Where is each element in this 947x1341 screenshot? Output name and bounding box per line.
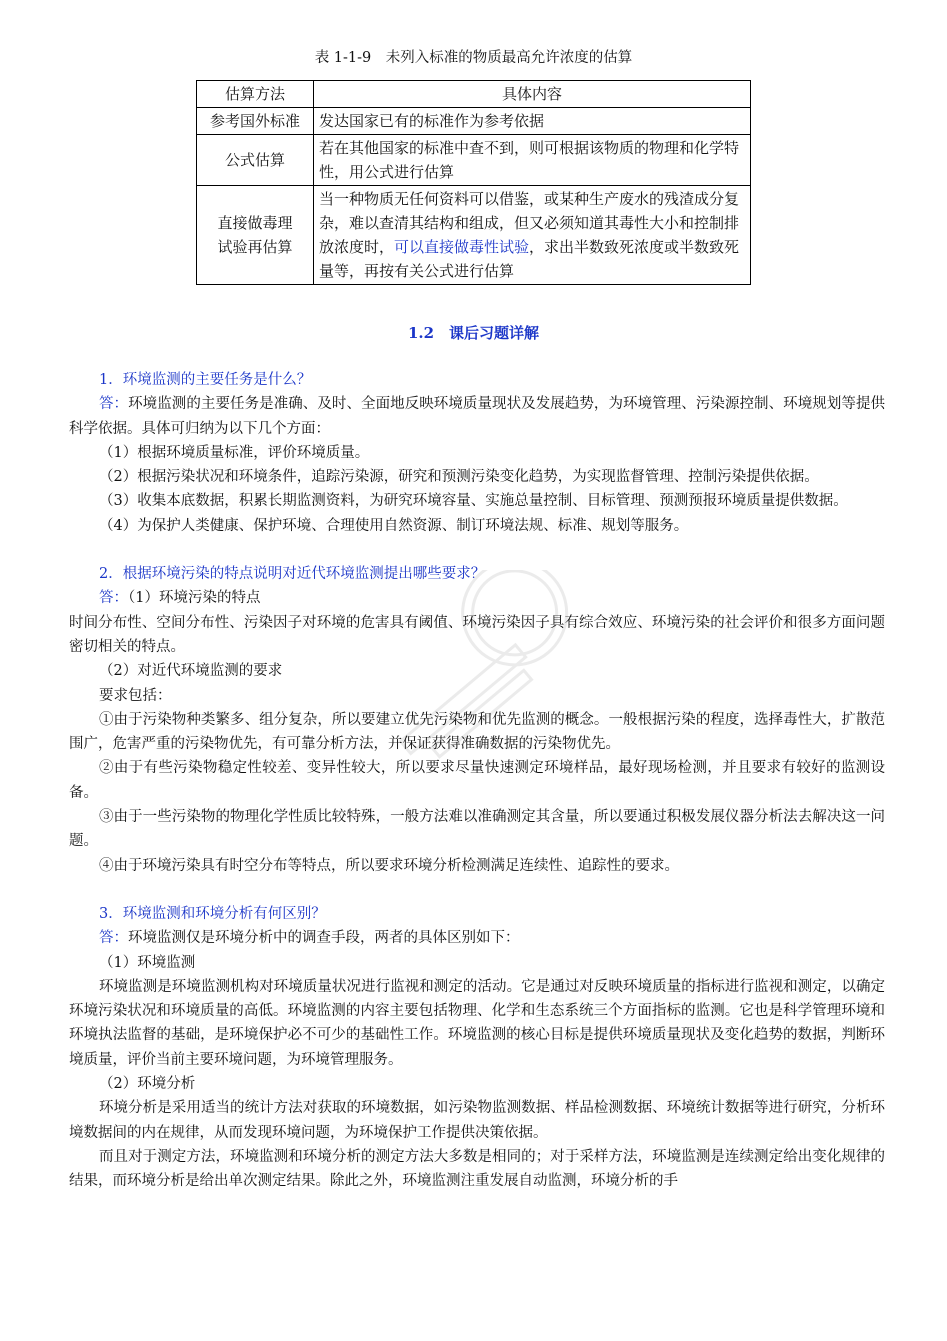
question-2: 2．根据环境污染的特点说明对近代环境监测提出哪些要求？ — [99, 566, 486, 583]
answer-2 — [69, 586, 885, 610]
table-header-row — [197, 81, 751, 108]
sub-heading: （2）环境分析 — [99, 1076, 196, 1093]
paragraph: 要求包括： — [99, 687, 172, 704]
list-item: （3）收集本底数据，积累长期监测资料，为研究环境容量、实施总量控制、目标管理、预测预报环境质量提供数据。 — [99, 493, 848, 510]
cell-content: 若在其他国家的标准中查不到，则可根据该物质的物理和化学特性，用公式进行估算 — [314, 135, 751, 186]
list-item: ①由于污染物种类繁多、组分复杂，所以要建立优先污染物和优先监测的概念。一般根据污染的程度，选择毒性大，扩散范围广，危害严重的污染物优先，有可靠分析方法，并保证获得准确数据的污染物优先。 — [69, 711, 885, 753]
cell-method-line2: 试验再估算 — [217, 238, 293, 256]
cell-method: 公式估算 — [197, 135, 314, 186]
answer-3 — [69, 926, 885, 950]
table-row — [197, 108, 751, 135]
cell-method — [197, 186, 314, 285]
question-1: 1．环境监测的主要任务是什么？ — [99, 372, 312, 388]
cell-method-line1: 直接做毒理 — [217, 214, 293, 232]
content-highlight: 可以直接做毒性试验 — [394, 238, 530, 256]
sub-heading: （1）环境监测 — [99, 954, 196, 971]
table-row — [197, 135, 751, 186]
sub-heading: （2）对近代环境监测的要求 — [99, 663, 283, 680]
list-item: ④由于环境污染具有时空分布等特点，所以要求环境分析检测满足连续性、追踪性的要求。 — [99, 857, 679, 874]
answer-3-text: 环境监测仅是环境分析中的调查手段，两者的具体区别如下： — [128, 930, 520, 947]
cell-content: 发达国家已有的标准作为参考依据 — [314, 108, 751, 135]
answer-1-text: 环境监测的主要任务是准确、及时、全面地反映环境质量现状及发展趋势，为环境管理、污染源控制、环境规划等提供科学依据。具体可归纳为以下几个方面： — [69, 396, 886, 437]
content-after: ，求出半数致死浓度或半数致死量等，再按有关公式进行估算 — [319, 238, 740, 280]
list-item: （1）根据环境质量标准，评价环境质量。 — [99, 444, 370, 461]
section-title: 1.2 课后习题详解 — [407, 324, 540, 342]
paragraph: 时间分布性、空间分布性、污染因子对环境的危害具有阈值、环境污染因子具有综合效应、环境污染的社会评价和很多方面问题密切相关的特点。 — [69, 614, 885, 655]
list-item: （2）根据污染状况和环境条件，追踪污染源，研究和预测污染变化趋势，为实现监督管理、控制污染提供依据。 — [99, 469, 819, 486]
exercise-body — [69, 368, 885, 1194]
answer-label: 答： — [99, 590, 128, 607]
table-caption: 表 1-1-9 未列入标准的物质最高允许浓度的估算 — [314, 50, 633, 66]
paragraph: 而且对于测定方法，环境监测和环境分析的测定方法大多数是相同的；对于采样方法，环境监测是连续测定给出变化规律的结果，而环境分析是给出单次测定结果。除此之外，环境监测注重发展自动监测，环境分析的手 — [69, 1148, 885, 1190]
paragraph: 环境监测是环境监测机构对环境质量状况进行监视和测定的活动。它是通过对反映环境质量的指标进行监视和测定，以确定环境污染状况和环境质量的高低。环境监测的内容主要包括物理、化学和生态系统三个方面指标的监测。它也是科学管理环境和环境执法监督的基础，是环境保护必不可少的基础性工作。环境监测的核心目标是提供环境质量现状及变化趋势的数据，判断环境质量，评价当前主要环境问题，为环境管理服务。 — [69, 978, 885, 1068]
sub-heading: （1）环境污染的特点 — [128, 590, 261, 607]
cell-content — [314, 186, 751, 285]
list-item: ③由于一些污染物的物理化学性质比较特殊，一般方法难以准确测定其含量，所以要通过积极发展仪器分析法去解决这一问题。 — [69, 809, 885, 850]
cell-method: 参考国外标准 — [197, 108, 314, 135]
answer-label: 答： — [99, 396, 129, 413]
estimation-table — [196, 80, 751, 285]
header-content: 具体内容 — [314, 81, 751, 108]
list-item: （4）为保护人类健康、保护环境、合理使用自然资源、制订环境法规、标准、规划等服务。 — [99, 517, 689, 534]
answer-label: 答： — [99, 930, 128, 947]
content-before: 当一种物质无任何资料可以借鉴，或某种生产废水的残渣成分复杂，难以查清其结构和组成，但又必须知道其毒性大小和控制排放浓度时， — [319, 190, 740, 256]
answer-1 — [69, 392, 885, 441]
question-3: 3．环境监测和环境分析有何区别？ — [99, 905, 326, 922]
list-item: ②由于有些污染物稳定性较差、变异性较大，所以要求尽量快速测定环境样品，最好现场检测，并且要求有较好的监测设备。 — [69, 760, 885, 801]
header-method: 估算方法 — [197, 81, 314, 108]
table-row — [197, 186, 751, 285]
paragraph: 环境分析是采用适当的统计方法对获取的环境数据，如污染物监测数据、样品检测数据、环境统计数据等进行研究，分析环境数据间的内在规律，从而发现环境问题，为环境保护工作提供决策依据。 — [69, 1100, 885, 1141]
